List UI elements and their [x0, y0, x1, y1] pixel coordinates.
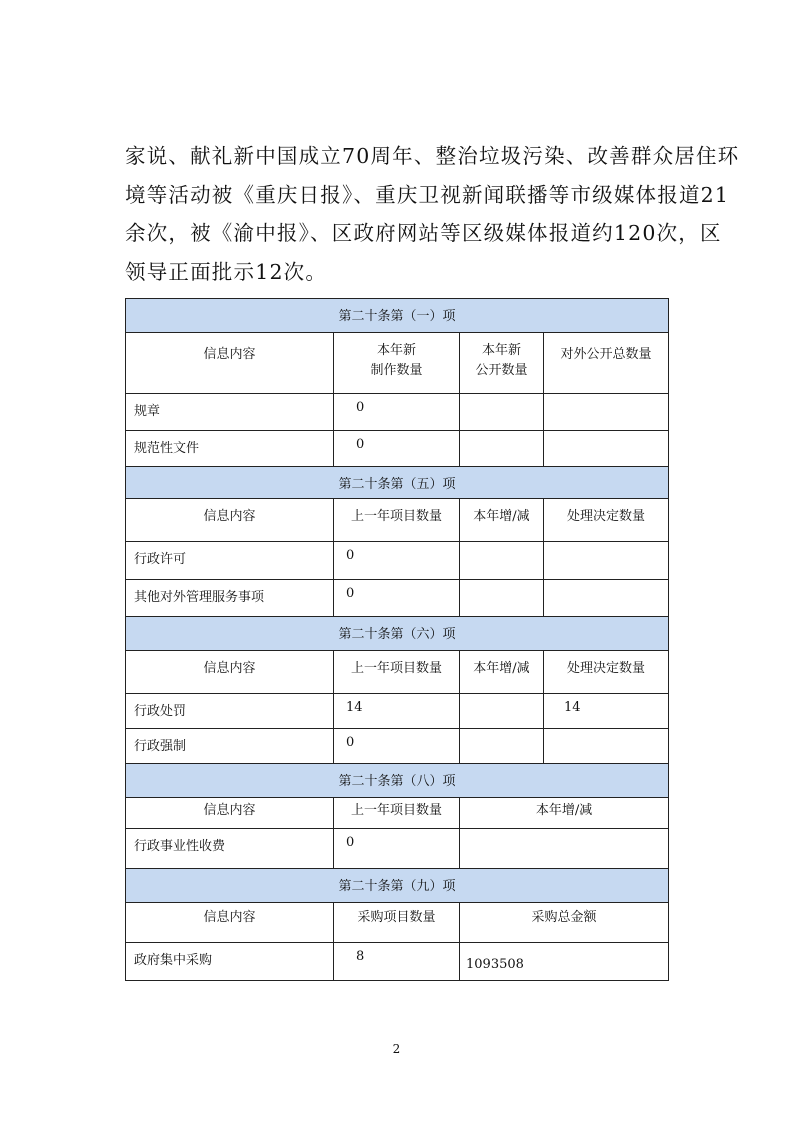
disclosure-table: [125, 298, 669, 981]
cell-value: 0: [334, 829, 460, 869]
cell-empty: [544, 729, 669, 764]
column-header: 信息内容: [126, 499, 334, 542]
cell-value: 14: [334, 694, 460, 729]
section-title: 第二十条第（六）项: [126, 617, 669, 651]
paragraph-line: 领导正面批示12次。: [125, 259, 328, 284]
column-header: 对外公开总数量: [544, 333, 669, 394]
column-header: 信息内容: [126, 333, 334, 394]
column-header: 上一年项目数量: [334, 499, 460, 542]
column-header: 本年增/减: [460, 798, 669, 829]
cell-empty: [544, 542, 669, 580]
body-paragraph: [125, 137, 740, 291]
cell-value: 0: [334, 580, 460, 617]
section-title: 第二十条第（八）项: [126, 764, 669, 798]
cell-empty: [544, 394, 669, 431]
column-header: 本年增/减: [460, 651, 544, 694]
section-title: 第二十条第（九）项: [126, 869, 669, 903]
column-header: 上一年项目数量: [334, 798, 460, 829]
column-header: 本年新 公开数量: [460, 333, 544, 394]
cell-value: 0: [334, 729, 460, 764]
paragraph-line: 余次，被《渝中报》、区政府网站等区级媒体报道约120次，区: [125, 221, 722, 245]
cell-empty: [544, 431, 669, 467]
row-label: 规范性文件: [126, 431, 334, 467]
cell-value: 0: [334, 431, 460, 467]
cell-empty: [460, 694, 544, 729]
column-header: 采购项目数量: [334, 903, 460, 943]
cell-value: 1093508: [460, 943, 669, 981]
paragraph-line: 境等活动被《重庆日报》、重庆卫视新闻联播等市级媒体报道21: [125, 182, 730, 207]
column-header: 上一年项目数量: [334, 651, 460, 694]
row-label: 政府集中采购: [126, 943, 334, 981]
cell-empty: [460, 431, 544, 467]
section-title: 第二十条第（一）项: [126, 299, 669, 333]
row-label: 行政处罚: [126, 694, 334, 729]
cell-empty: [460, 542, 544, 580]
column-header: 本年新 制作数量: [334, 333, 460, 394]
cell-empty: [544, 580, 669, 617]
cell-empty: [460, 829, 669, 869]
cell-value: 0: [334, 394, 460, 431]
column-header: 处理决定数量: [544, 499, 669, 542]
cell-empty: [460, 729, 544, 764]
row-label: 其他对外管理服务事项: [126, 580, 334, 617]
cell-value: 14: [544, 694, 669, 729]
column-header: 信息内容: [126, 798, 334, 829]
cell-empty: [460, 394, 544, 431]
cell-value: 0: [334, 542, 460, 580]
cell-empty: [460, 580, 544, 617]
column-header: 处理决定数量: [544, 651, 669, 694]
paragraph-line: 家说、献礼新中国成立70周年、整治垃圾污染、改善群众居住环: [125, 144, 740, 168]
row-label: 规章: [126, 394, 334, 431]
column-header: 采购总金额: [460, 903, 669, 943]
column-header: 信息内容: [126, 651, 334, 694]
row-label: 行政强制: [126, 729, 334, 764]
column-header: 本年增/减: [460, 499, 544, 542]
column-header: 信息内容: [126, 903, 334, 943]
section-title: 第二十条第（五）项: [126, 467, 669, 499]
row-label: 行政事业性收费: [126, 829, 334, 869]
row-label: 行政许可: [126, 542, 334, 580]
cell-value: 8: [334, 943, 460, 981]
page-number: 2: [392, 1042, 401, 1056]
